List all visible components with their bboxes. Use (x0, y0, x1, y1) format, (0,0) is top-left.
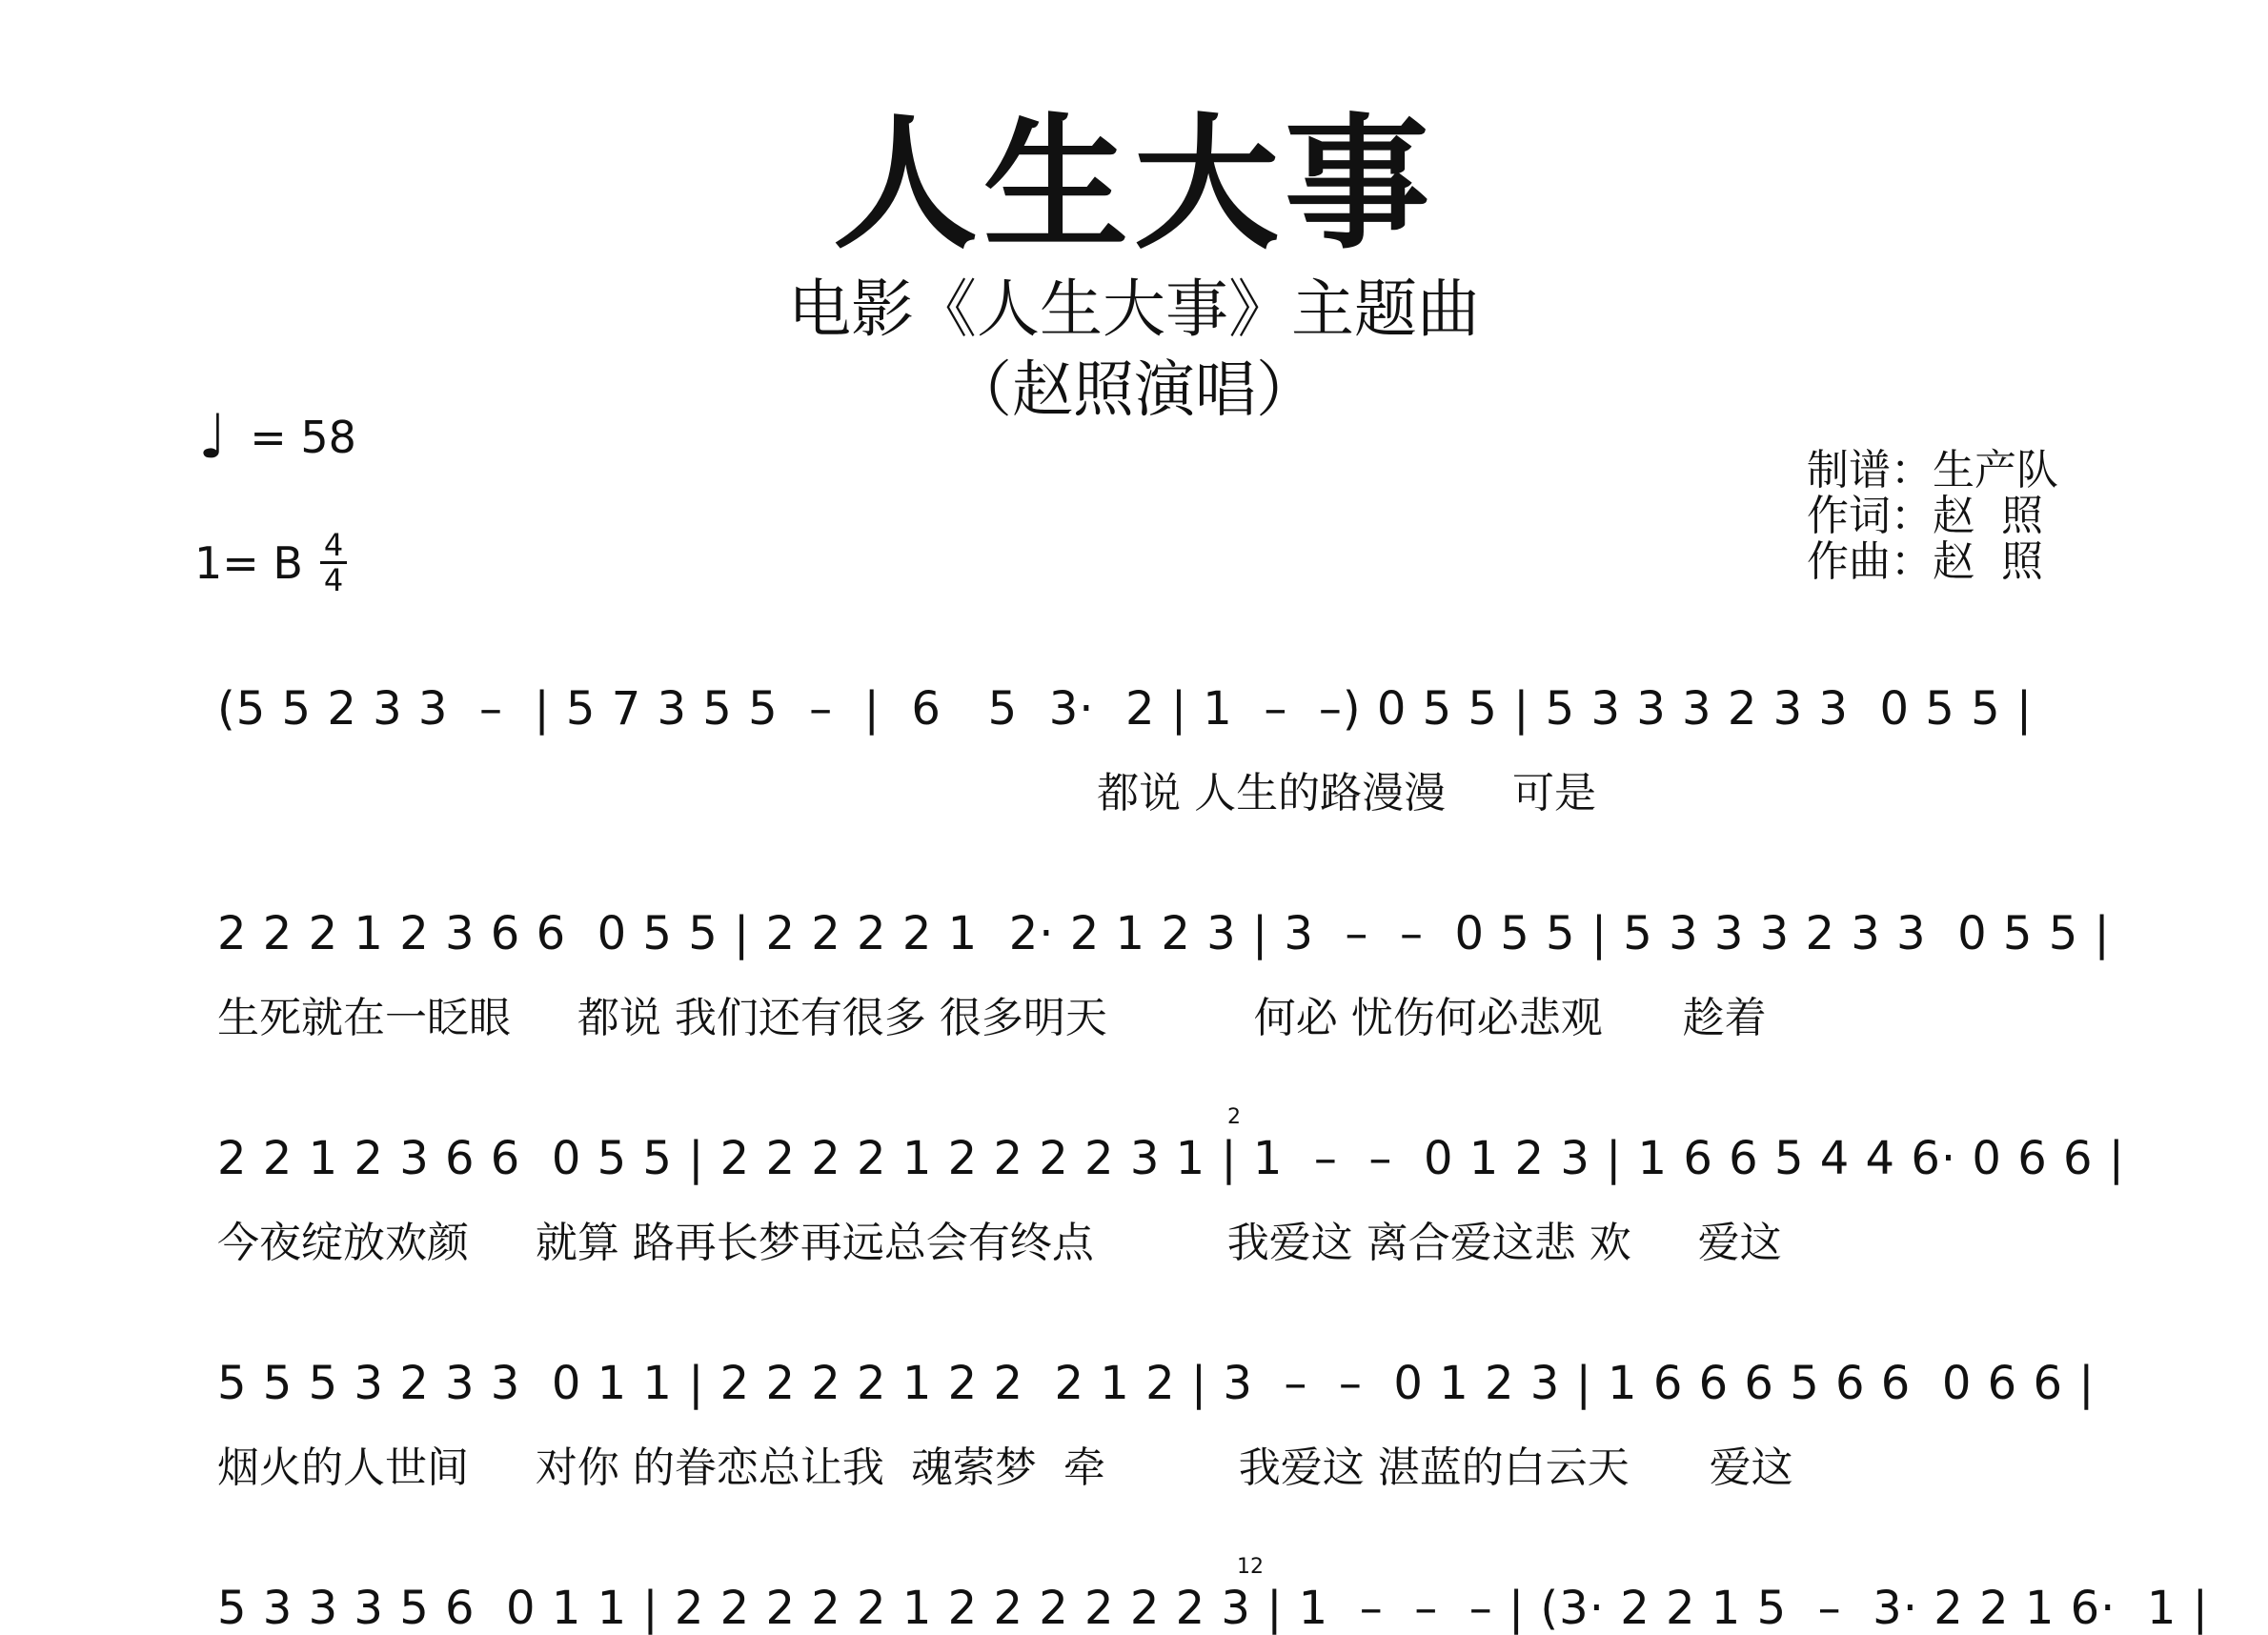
credit-value: 赵 照 (1933, 492, 2043, 540)
time-bottom: 4 (323, 562, 344, 598)
lyrics-line: 生死就在一眨眼 都说 我们还有很多 很多明天 何必 忧伤何必悲观 趁着 (217, 994, 1767, 1042)
credit-value: 生产队 (1933, 446, 2058, 495)
credits-block (1807, 448, 2058, 585)
credit-label: 作词： (1807, 492, 1933, 540)
notation-line: 5 3 3 3 5 6 0 1 1 | 2 2 2 2 2 1 2 2 2 2 2 2 3 | 1 – – – | (3· 2 2 1 5 – 3· 2 2 1 6· 1 | (217, 1582, 2209, 1635)
volta-marker: 12 (1237, 1555, 1264, 1579)
lyrics-line: 今夜绽放欢颜 就算 路再长梦再远总会有终点 我爱这 离合爱这悲 欢 爱这 (217, 1219, 1782, 1267)
key-text: 1= B (194, 536, 303, 589)
quarter-note-icon: ♩ (198, 402, 228, 473)
notation-line: 5 5 5 3 2 3 3 0 1 1 | 2 2 2 2 1 2 2 2 1 2 | 3 – – 0 1 2 3 | 1 6 6 6 5 6 6 0 6 6 | (217, 1357, 2096, 1410)
lyrics-line: 烟火的人世间 对你 的眷恋总让我 魂萦梦 牵 我爱这 湛蓝的白云天 爱这 (217, 1443, 1793, 1492)
credit-label: 作曲： (1807, 537, 1933, 586)
lyrics-line: 都说 人生的路漫漫 可是 (217, 769, 1597, 818)
tempo-marking (198, 402, 356, 473)
song-subtitle: 电影《人生大事》主题曲 (788, 272, 1480, 346)
credit-label: 制谱： (1807, 446, 1933, 495)
time-signature (320, 527, 347, 598)
volta-marker: 2 (1227, 1105, 1241, 1129)
tempo-value: = 58 (250, 412, 356, 463)
time-top: 4 (323, 527, 344, 563)
notation-line: (5 5 2 3 3 – | 5 7 3 5 5 – | 6 5 3· 2 | 1 – –) 0 5 5 | 5 3 3 3 2 3 3 0 5 5 | (217, 682, 2034, 736)
credit-value: 赵 照 (1933, 537, 2043, 586)
song-title: 人生大事 (833, 100, 1435, 269)
notation-line: 2 2 1 2 3 6 6 0 5 5 | 2 2 2 2 1 2 2 2 2 3 1 | 1 – – 0 1 2 3 | 1 6 6 5 4 4 6· 0 6 6 | (217, 1132, 2125, 1185)
notation-line: 2 2 2 1 2 3 6 6 0 5 5 | 2 2 2 2 1 2· 2 1 2 3 | 3 – – 0 5 5 | 5 3 3 3 2 3 3 0 5 5 | (217, 907, 2111, 960)
key-signature (194, 527, 347, 598)
singer-line: （赵照演唱） (951, 355, 1317, 426)
